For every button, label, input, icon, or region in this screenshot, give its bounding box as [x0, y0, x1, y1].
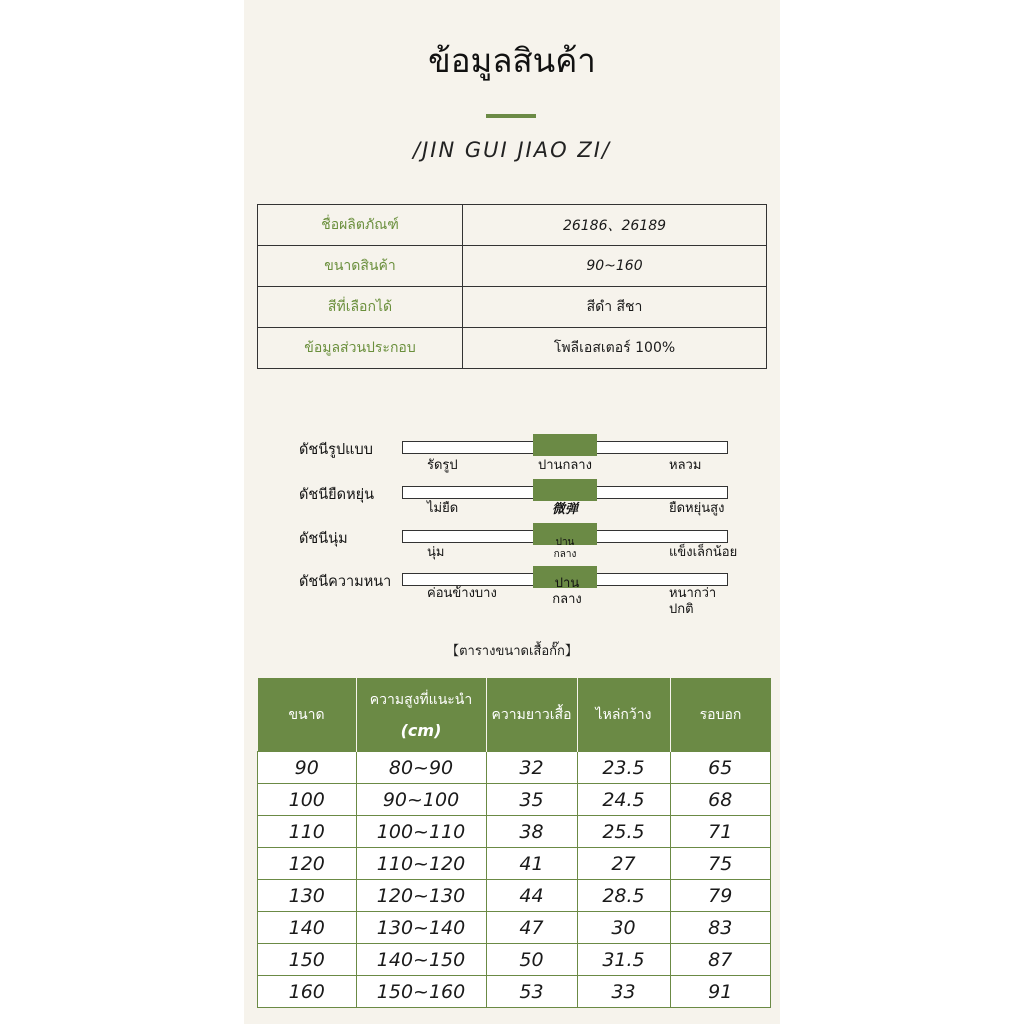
table-cell: 91 — [670, 976, 771, 1008]
product-info-sheet — [244, 0, 780, 1024]
index-label: ดัชนีความหนา — [299, 574, 392, 590]
size-table-header — [258, 678, 771, 752]
index-middle-label: ปานกลาง — [553, 537, 577, 560]
index-label: ดัชนียืดหยุ่น — [299, 487, 375, 503]
page-title: ข้อมูลสินค้า — [428, 41, 596, 80]
table-cell: 110~120 — [356, 848, 486, 880]
index-marker — [533, 479, 597, 501]
size-table-caption: 【ตารางขนาดเสื้อกั๊ก】 — [446, 644, 578, 659]
index-right-label: หนากว่าปกติ — [669, 586, 717, 617]
table-cell: 120 — [258, 848, 357, 880]
table-cell: 25.5 — [577, 816, 670, 848]
index-left-label: ไม่ยืด — [427, 501, 459, 516]
table-row — [258, 976, 771, 1008]
table-cell: 50 — [486, 944, 577, 976]
table-cell: 38 — [486, 816, 577, 848]
title-underline — [486, 114, 536, 118]
table-cell: 150 — [258, 944, 357, 976]
table-cell: 71 — [670, 816, 771, 848]
column-unit: (cm) — [400, 721, 442, 740]
table-cell: 41 — [486, 848, 577, 880]
table-cell: 87 — [670, 944, 771, 976]
index-left-label: ค่อนข้างบาง — [427, 586, 497, 601]
info-key: ข้อมูลส่วนประกอบ — [258, 328, 463, 369]
table-cell: 79 — [670, 880, 771, 912]
index-right-label: ยืดหยุ่นสูง — [669, 501, 725, 516]
index-middle-label: ปานกลาง — [552, 576, 582, 607]
info-key: ชื่อผลิตภัณฑ์ — [258, 205, 463, 246]
table-cell: 23.5 — [577, 752, 670, 784]
info-row — [258, 246, 767, 287]
info-value: สีดำ สีชา — [463, 287, 767, 328]
table-cell: 110 — [258, 816, 357, 848]
index-left-label: รัดรูป — [427, 458, 458, 473]
table-row — [258, 944, 771, 976]
index-left-label: นุ่ม — [427, 545, 445, 560]
column-header: ไหล่กว้าง — [577, 678, 670, 752]
table-cell: 130~140 — [356, 912, 486, 944]
size-table — [257, 678, 771, 1008]
info-key: ขนาดสินค้า — [258, 246, 463, 287]
table-cell: 28.5 — [577, 880, 670, 912]
table-cell: 32 — [486, 752, 577, 784]
table-cell: 130 — [258, 880, 357, 912]
index-right-label: แข็งเล็กน้อย — [669, 545, 738, 560]
table-cell: 120~130 — [356, 880, 486, 912]
index-label: ดัชนีรูปแบบ — [299, 442, 373, 458]
column-header-text: ความสูงที่แนะนำ — [369, 692, 473, 708]
info-row — [258, 328, 767, 369]
table-cell: 100~110 — [356, 816, 486, 848]
table-cell: 90~100 — [356, 784, 486, 816]
table-cell: 90 — [258, 752, 357, 784]
info-value: 90~160 — [463, 246, 767, 287]
table-cell: 44 — [486, 880, 577, 912]
info-row — [258, 205, 767, 246]
index-right-label: หลวม — [669, 458, 702, 473]
info-value: 26186、26189 — [463, 205, 767, 246]
table-cell: 68 — [670, 784, 771, 816]
table-cell: 24.5 — [577, 784, 670, 816]
info-key: สีที่เลือกได้ — [258, 287, 463, 328]
table-cell: 53 — [486, 976, 577, 1008]
table-cell: 100 — [258, 784, 357, 816]
table-cell: 75 — [670, 848, 771, 880]
table-cell: 35 — [486, 784, 577, 816]
table-cell: 30 — [577, 912, 670, 944]
index-middle-label: ปานกลาง — [538, 458, 592, 473]
column-header: ความยาวเสื้อ — [486, 678, 577, 752]
table-cell: 33 — [577, 976, 670, 1008]
table-cell: 47 — [486, 912, 577, 944]
table-cell: 160 — [258, 976, 357, 1008]
table-row — [258, 752, 771, 784]
table-row — [258, 880, 771, 912]
table-cell: 27 — [577, 848, 670, 880]
table-row — [258, 816, 771, 848]
size-table-body — [258, 752, 771, 1008]
table-cell: 140 — [258, 912, 357, 944]
product-info-table — [257, 204, 767, 369]
table-row — [258, 912, 771, 944]
table-row — [258, 784, 771, 816]
column-header: ขนาด — [258, 678, 357, 752]
index-middle-label: 微弹 — [551, 502, 578, 517]
table-cell: 80~90 — [356, 752, 486, 784]
table-row — [258, 848, 771, 880]
index-label: ดัชนีนุ่ม — [299, 531, 348, 547]
table-cell: 31.5 — [577, 944, 670, 976]
table-cell: 150~160 — [356, 976, 486, 1008]
column-header — [356, 678, 486, 752]
table-cell: 140~150 — [356, 944, 486, 976]
info-value: โพลีเอสเตอร์ 100% — [463, 328, 767, 369]
table-cell: 83 — [670, 912, 771, 944]
table-cell: 65 — [670, 752, 771, 784]
page-subtitle: /JIN GUI JIAO ZI/ — [413, 138, 611, 162]
index-marker — [533, 434, 597, 456]
info-row — [258, 287, 767, 328]
column-header: รอบอก — [670, 678, 771, 752]
